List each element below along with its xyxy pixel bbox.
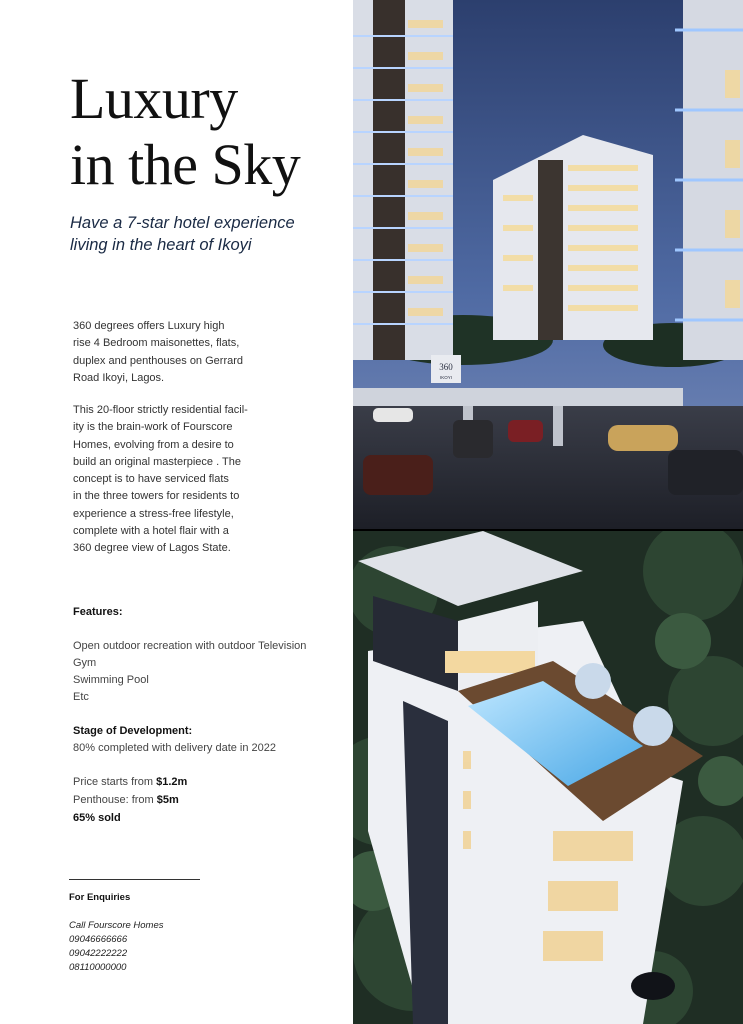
description-line: concept is to have serviced flats — [73, 473, 229, 486]
towers-dusk-photo — [353, 0, 743, 529]
enquiries-divider — [69, 879, 200, 880]
enquiries-call: Call Fourscore Homes — [69, 920, 164, 931]
description-line: Homes, evolving from a desire to — [73, 438, 234, 451]
title-line-2: in the Sky — [70, 132, 301, 197]
price-line — [73, 776, 187, 788]
description-line: 360 degree view of Lagos State. — [73, 542, 231, 555]
description-line: complete with a hotel flair with a — [73, 525, 229, 538]
description-line: in the three towers for residents to — [73, 490, 240, 503]
description-line: This 20-floor strictly residential facil- — [73, 404, 248, 416]
stage-heading: Stage of Development: — [73, 725, 193, 737]
description-line: experience a stress-free lifestyle, — [73, 507, 234, 520]
feature-item: Etc — [73, 691, 89, 703]
intro-paragraph — [73, 318, 273, 387]
feature-item: Gym — [73, 657, 97, 669]
intro-line: rise 4 Bedroom maisonettes, flats, — [73, 337, 240, 350]
penthouse-label: Penthouse: from — [73, 794, 157, 806]
description-line: build an original masterpiece . The — [73, 455, 241, 468]
sign-subtext: IKOYI — [439, 375, 453, 380]
price-label: Price starts from — [73, 776, 157, 788]
penthouse-value: $5m — [156, 794, 179, 806]
article-title — [70, 66, 300, 198]
intro-line: Road Ikoyi, Lagos. — [73, 371, 165, 384]
sign-text: 360 — [439, 362, 453, 372]
enquiries-heading: For Enquiries — [69, 892, 131, 903]
phone-number: 08110000000 — [69, 962, 127, 973]
feature-item: Swimming Pool — [73, 674, 149, 686]
title-line-1: Luxury — [70, 66, 238, 131]
description-line: ity is the brain-work of Fourscore — [73, 421, 233, 434]
intro-line: duplex and penthouses on Gerrard — [73, 354, 244, 367]
intro-line: 360 degrees offers Luxury high — [73, 320, 225, 332]
subtitle-line-2: living in the heart of Ikoyi — [70, 236, 252, 254]
penthouse-price-line — [73, 794, 179, 806]
photo-column — [353, 0, 743, 1024]
article-subtitle — [70, 212, 340, 256]
phone-number: 09042222222 — [69, 948, 128, 959]
subtitle-line-1: Have a 7-star hotel experience — [70, 214, 295, 232]
sold-status: 65% sold — [73, 812, 121, 824]
rooftop-pool-photo — [353, 531, 743, 1024]
text-column — [0, 0, 353, 1024]
stage-text: 80% completed with delivery date in 2022 — [73, 742, 277, 754]
phone-number: 09046666666 — [69, 934, 128, 945]
features-heading: Features: — [73, 606, 123, 618]
price-value: $1.2m — [156, 776, 188, 788]
description-paragraph — [73, 402, 273, 558]
feature-item: Open outdoor recreation with outdoor Television — [73, 640, 307, 652]
